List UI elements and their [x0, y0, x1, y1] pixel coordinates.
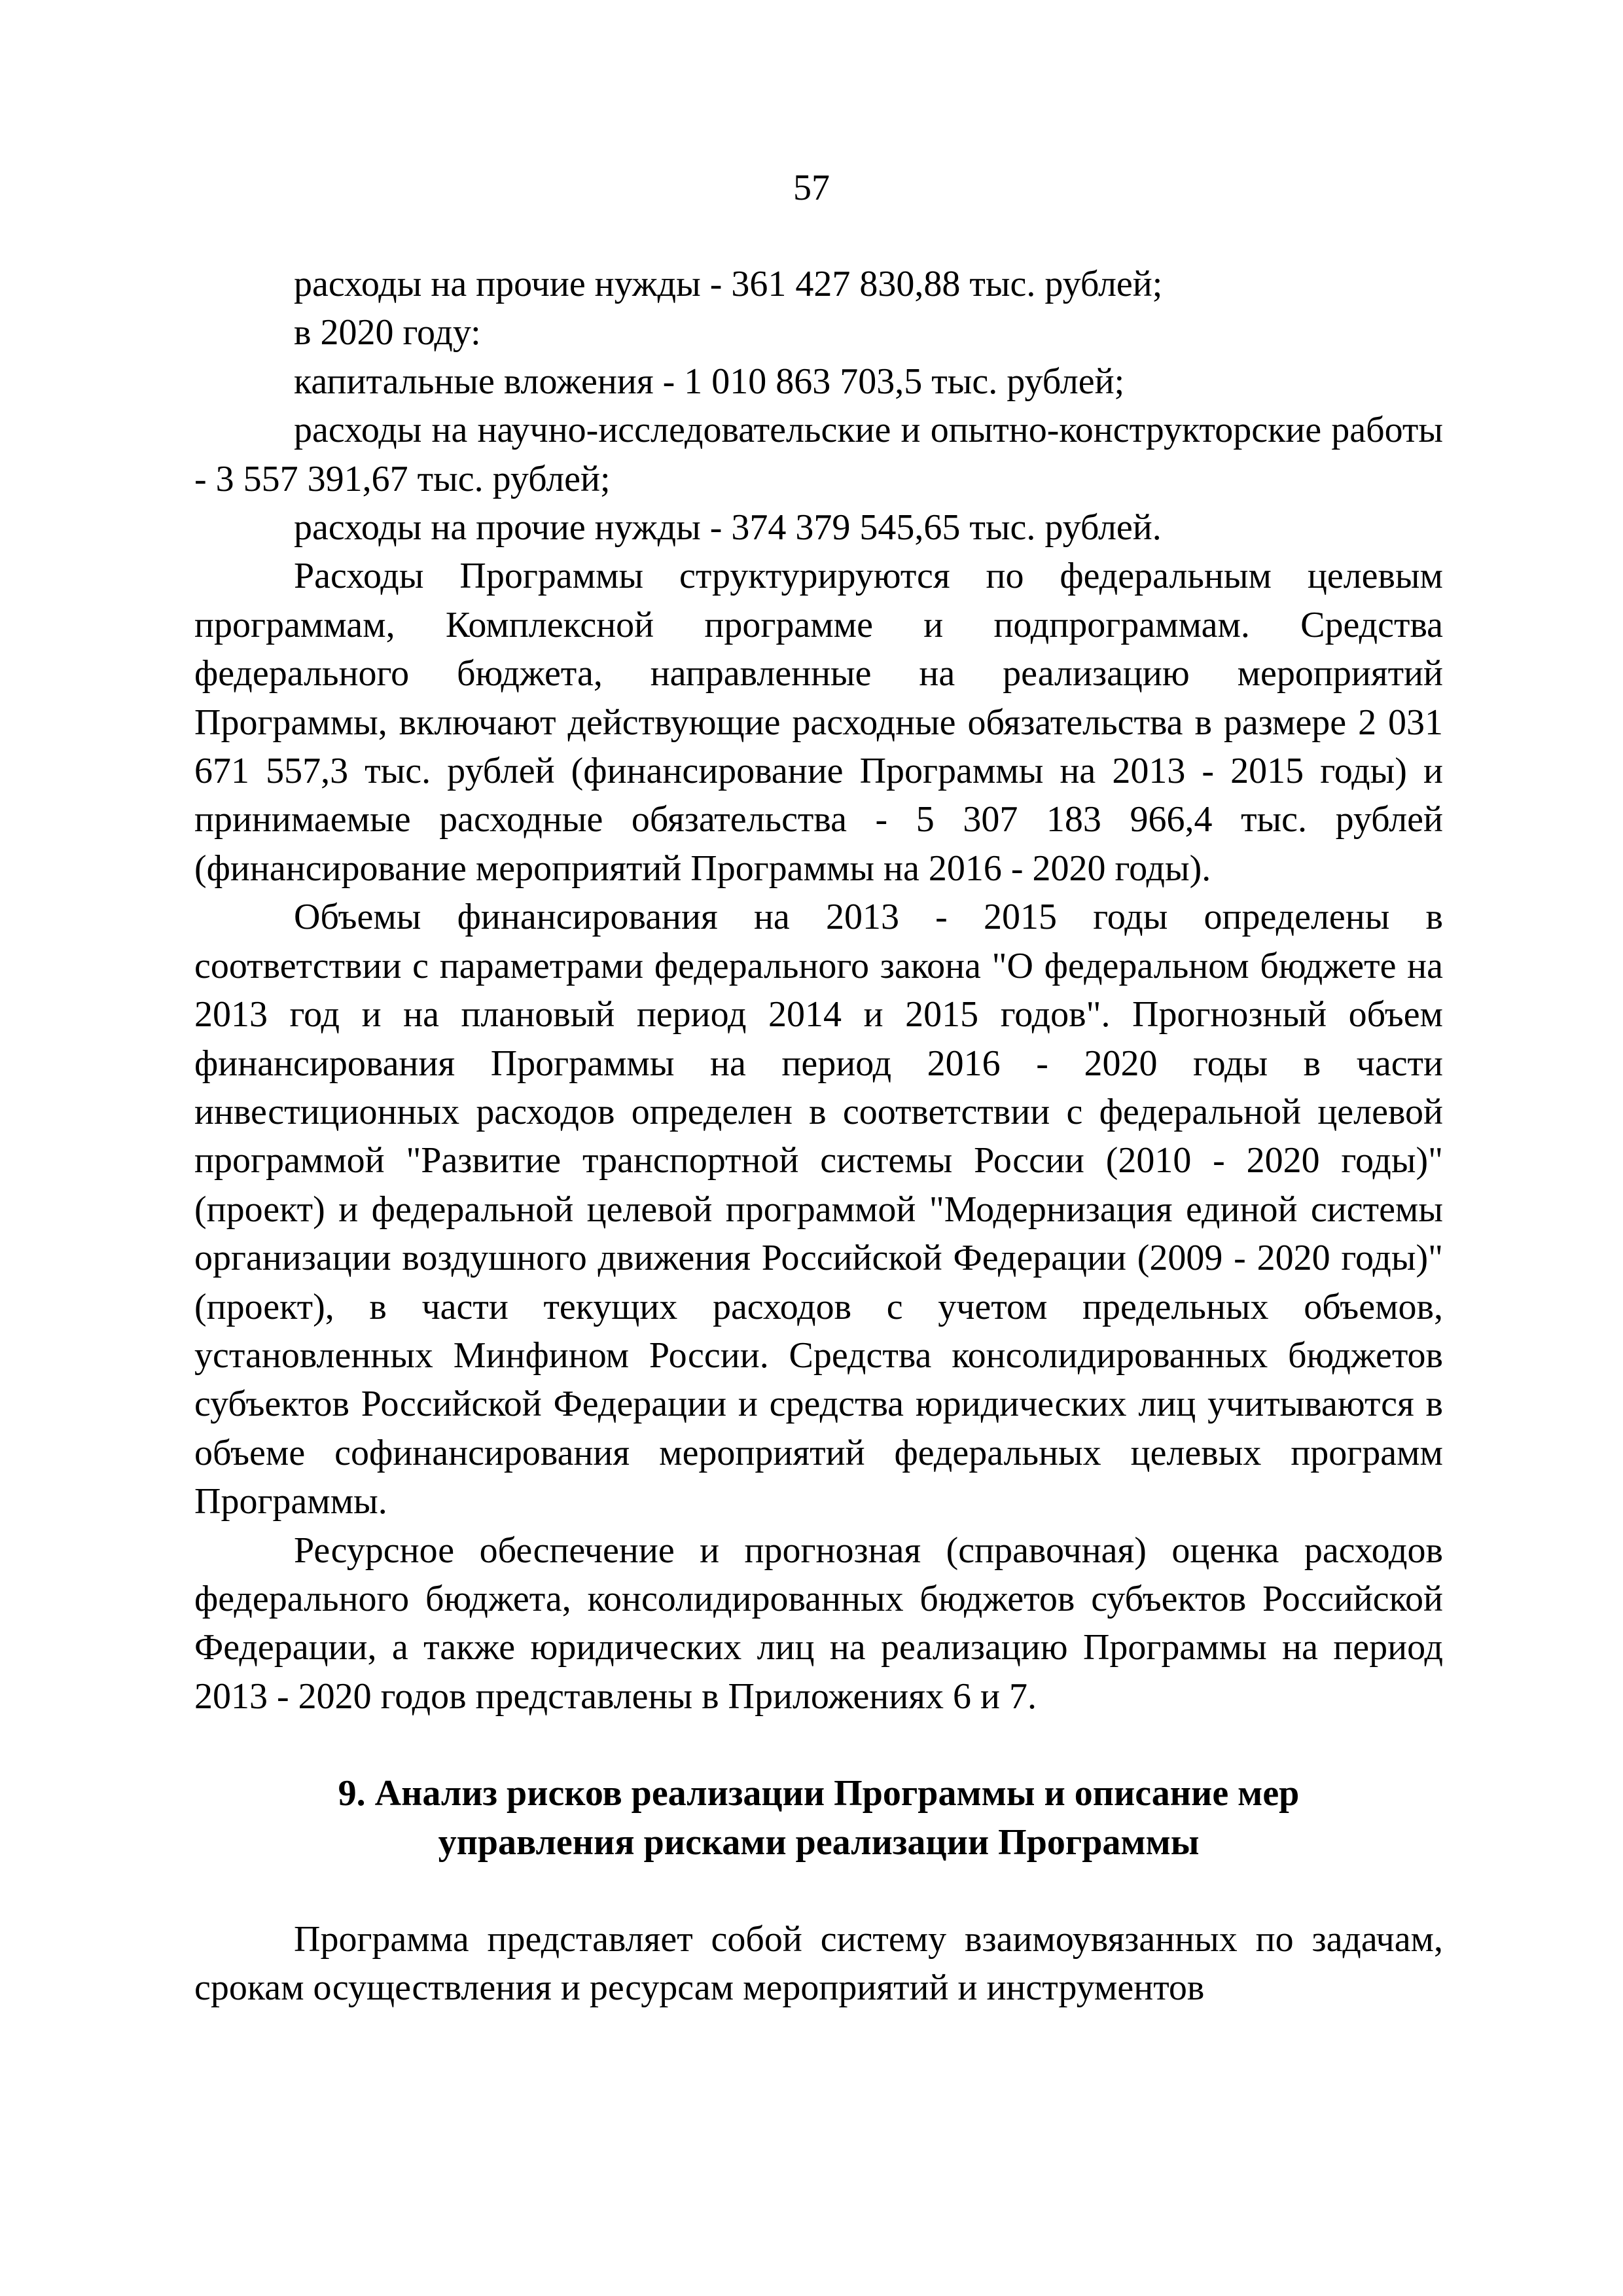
document-body [194, 260, 1443, 2013]
page-number: 57 [793, 168, 830, 208]
paragraph-program-system: Программа представляет собой систему взаимоувязанных по задачам, срокам осуществления и ресурсам мероприятий и инструментов [194, 1919, 1443, 2009]
paragraph-research-expenses: расходы на научно-исследовательские и опытно-конструкторские работы - 3 557 391,67 тыс. рублей; [194, 410, 1443, 499]
section-heading [194, 1721, 1443, 1915]
paragraph-capital-investments: капитальные вложения - 1 010 863 703,5 тыс. рублей; [294, 361, 1125, 402]
paragraph-financing-volumes: Объемы финансирования на 2013 - 2015 годы определены в соответствии с параметрами федерального закона "О федеральном бюджете на 2013 год и на плановый период 2014 и 2015 годов". Прогнозный объем финансирования Программы на период 2016 - 2020 годы в части инвестиционных расходов определен в соответствии с федеральной целевой программой "Развитие транспортной системы России (2010 - 2020 годы)" (проект) и федеральной целевой программой "Модернизация единой системы организации воздушного движения Российской Федерации (2009 - 2020 годы)" (проект), в части текущих расходов с учетом предельных объемов, установленных Минфином России. Средства консолидированных бюджетов субъектов Российской Федерации и средства юридических лиц учитываются в объеме софинансирования мероприятий федеральных целевых программ Программы. [194, 897, 1443, 1522]
paragraph-other-expenses-2020: расходы на прочие нужды - 374 379 545,65 тыс. рублей. [294, 507, 1162, 548]
section-heading-line-1: 9. Анализ рисков реализации Программы и описание мер [338, 1773, 1300, 1814]
paragraph-year-2020: в 2020 году: [294, 312, 481, 353]
paragraph-other-expenses-2019: расходы на прочие нужды - 361 427 830,88 тыс. рублей; [294, 264, 1163, 304]
paragraph-program-structure: Расходы Программы структурируются по федеральным целевым программам, Комплексной программе и подпрограммам. Средства федерального бюджета, направленные на реализацию мероприятий Программы, включают действующие расходные обязательства в размере 2 031 671 557,3 тыс. рублей (финансирование Программы на 2013 - 2015 годы) и принимаемые расходные обязательства - 5 307 183 966,4 тыс. рублей (финансирование мероприятий Программы на 2016 - 2020 годы). [194, 556, 1443, 889]
paragraph-resource-provision: Ресурсное обеспечение и прогнозная (справочная) оценка расходов федерального бюджета, консолидированных бюджетов субъектов Российской Федерации, а также юридических лиц на реализацию Программы на период 2013 - 2020 годов представлены в Приложениях 6 и 7. [194, 1530, 1443, 1717]
section-heading-line-2: управления рисками реализации Программы [438, 1821, 1200, 1863]
